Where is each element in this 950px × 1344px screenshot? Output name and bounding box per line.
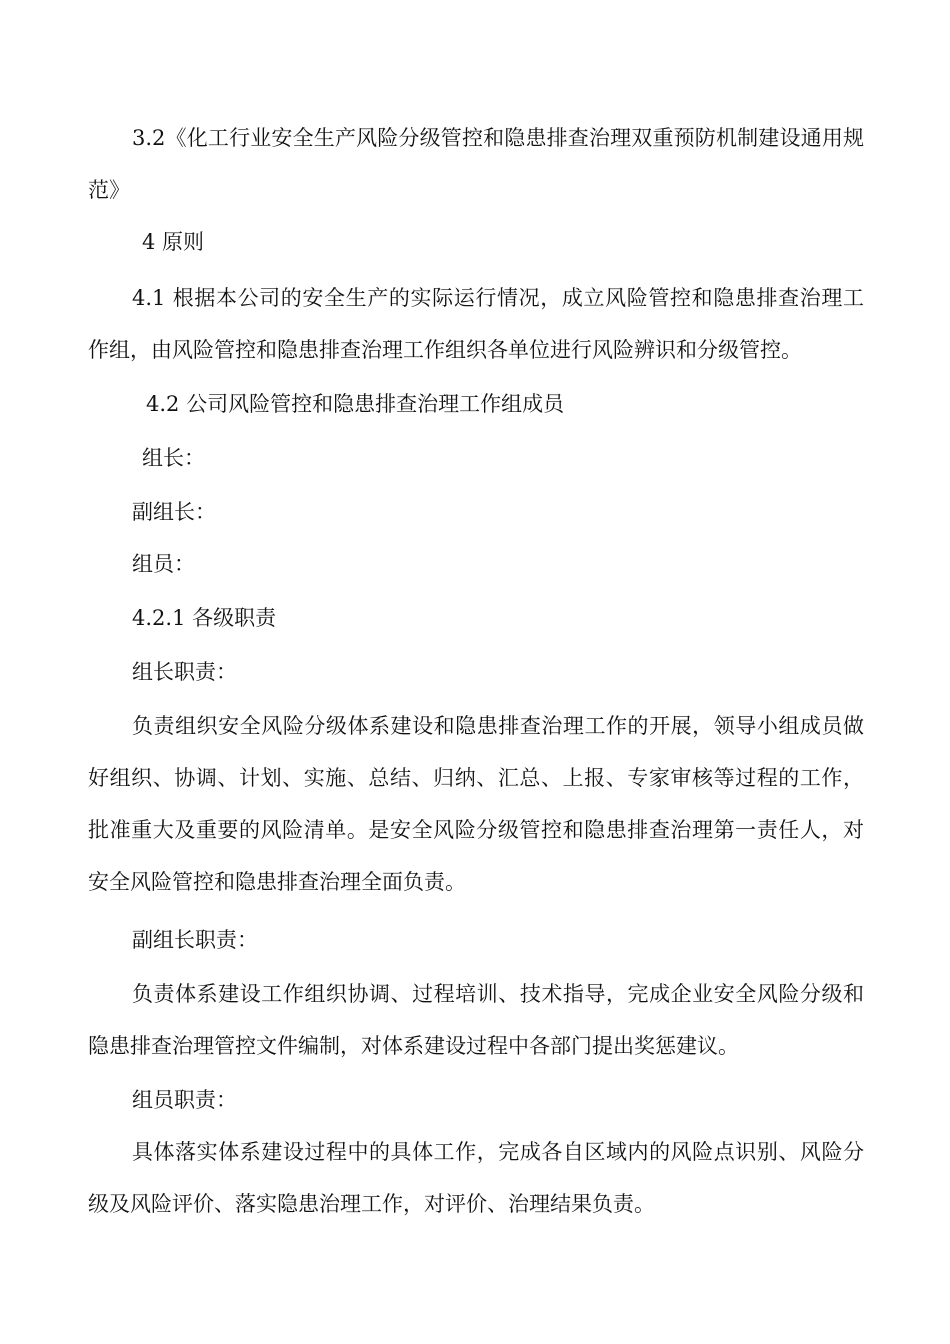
label-deputy-duties: 副组长职责： bbox=[132, 928, 258, 952]
heading-4-principles: 4 原则 bbox=[142, 230, 205, 254]
paragraph-member-duties: 具体落实体系建设过程中的具体工作，完成各自区域内的风险点识别、风险分级及风险评价、落实隐患治理工作，对评价、治理结果负责。 bbox=[88, 1140, 864, 1216]
paragraph-leader-duties: 负责组织安全风险分级体系建设和隐患排查治理工作的开展，领导小组成员做好组织、协调、计划、实施、总结、归纳、汇总、上报、专家审核等过程的工作，批准重大及重要的风险清单。是安全风险分级管控和隐患排查治理第一责任人，对安全风险管控和隐患排查治理全面负责。 bbox=[88, 714, 864, 894]
heading-4-2-1-duties: 4.2.1 各级职责 bbox=[132, 606, 277, 630]
label-team-members: 组员： bbox=[132, 552, 195, 576]
paragraph-3-2-reference: 3.2《化工行业安全生产风险分级管控和隐患排查治理双重预防机制建设通用规范》 bbox=[88, 126, 864, 202]
heading-4-2-members: 4.2 公司风险管控和隐患排查治理工作组成员 bbox=[146, 392, 565, 416]
label-deputy-leader: 副组长： bbox=[132, 500, 216, 524]
paragraph-4-1: 4.1 根据本公司的安全生产的实际运行情况，成立风险管控和隐患排查治理工作组，由风险管控和隐患排查治理工作组织各单位进行风险辨识和分级管控。 bbox=[88, 286, 864, 362]
label-team-leader: 组长： bbox=[142, 446, 205, 470]
label-leader-duties: 组长职责： bbox=[132, 660, 237, 684]
label-member-duties: 组员职责： bbox=[132, 1088, 237, 1112]
paragraph-deputy-duties: 负责体系建设工作组织协调、过程培训、技术指导，完成企业安全风险分级和隐患排查治理管控文件编制，对体系建设过程中各部门提出奖惩建议。 bbox=[88, 982, 864, 1058]
